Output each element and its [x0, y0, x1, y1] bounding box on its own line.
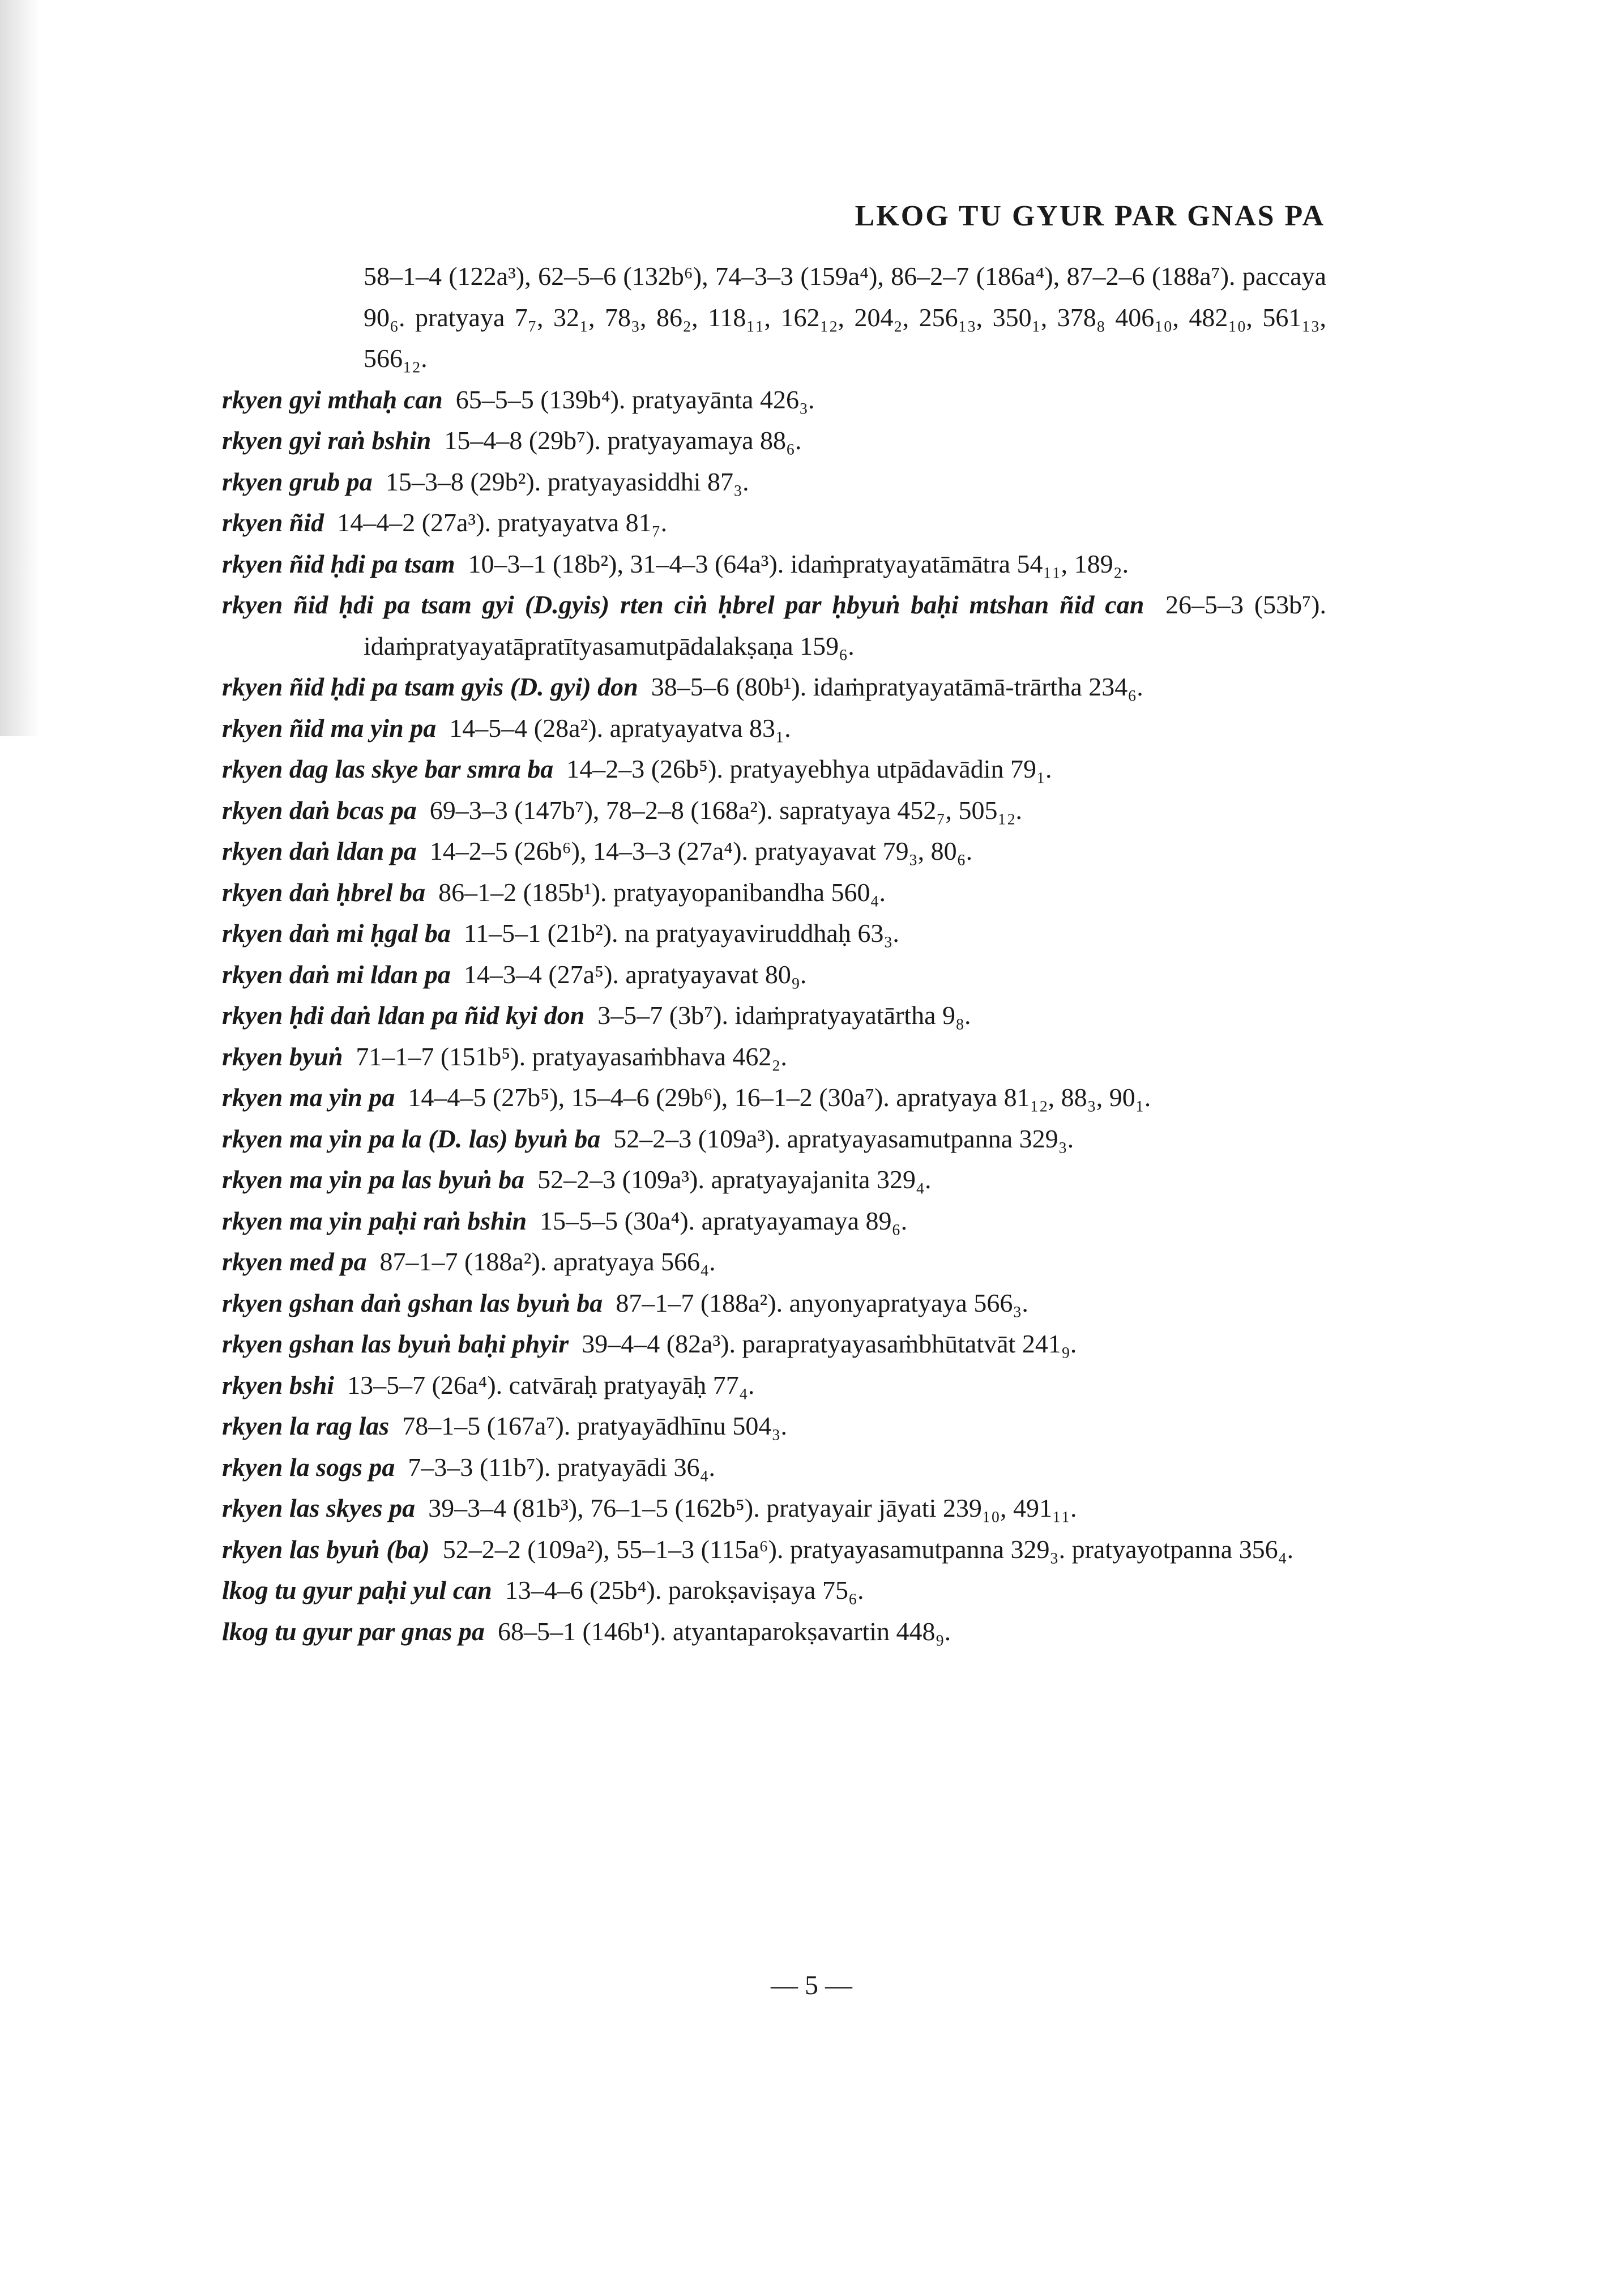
- entry-term: rkyen daṅ bcas pa: [222, 795, 417, 825]
- entry-text: 71–1–7 (151b⁵). pratyayasaṁbhava 462₂.: [356, 1042, 787, 1071]
- entry-term: rkyen ñid ḥdi pa tsam: [222, 549, 455, 578]
- glossary-entry: [222, 1611, 1326, 1653]
- entry-text: 87–1–7 (188a²). apratyaya 566₄.: [379, 1247, 716, 1276]
- entry-term: rkyen las skyes pa: [222, 1493, 416, 1522]
- glossary-entry: [222, 584, 1326, 667]
- entry-text: 3–5–7 (3b⁷). idaṁpratyayatārtha 9₈.: [597, 1001, 971, 1030]
- entry-text: 11–5–1 (21b²). na pratyayaviruddhaḥ 63₃.: [463, 919, 899, 948]
- entry-text: 14–3–4 (27a⁵). apratyayavat 80₉.: [463, 959, 807, 989]
- entry-term: rkyen ñid ma yin pa: [222, 713, 437, 742]
- glossary-entries: [222, 256, 1326, 1652]
- entry-text: 39–4–4 (82a³). parapratyayasaṁbhūtatvāt 241₉.: [582, 1329, 1077, 1358]
- entry-term: rkyen med pa: [222, 1247, 367, 1276]
- glossary-entry: [222, 256, 1326, 379]
- entry-text: 65–5–5 (139b⁴). pratyayānta 426₃.: [455, 385, 815, 414]
- entry-term: rkyen ma yin pa la (D. las) byuṅ ba: [222, 1124, 601, 1153]
- glossary-entry: [222, 1365, 1326, 1406]
- entry-term: rkyen ma yin paḥi raṅ bshin: [222, 1206, 527, 1235]
- glossary-entry: [222, 462, 1326, 503]
- entry-term: rkyen ma yin pa: [222, 1083, 395, 1112]
- entry-text: 69–3–3 (147b⁷), 78–2–8 (168a²). sapratyaya 452₇, 505₁₂.: [429, 795, 1023, 825]
- glossary-entry: [222, 1447, 1326, 1488]
- entry-text: 78–1–5 (167a⁷). pratyayādhīnu 504₃.: [402, 1411, 787, 1440]
- entry-term: rkyen bshi: [222, 1370, 335, 1399]
- glossary-entry: [222, 749, 1326, 790]
- entry-term: rkyen ḥdi daṅ ldan pa ñid kyi don: [222, 1001, 585, 1030]
- entry-text: 14–5–4 (28a²). apratyayatva 83₁.: [449, 713, 791, 742]
- entry-term: rkyen gshan las byuṅ baḥi phyir: [222, 1329, 569, 1358]
- entry-text: 87–1–7 (188a²). anyonyapratyaya 566₃.: [616, 1288, 1028, 1317]
- glossary-entry: [222, 1159, 1326, 1201]
- glossary-entry: [222, 1529, 1326, 1571]
- entry-text: 39–3–4 (81b³), 76–1–5 (162b⁵). pratyayair jāyati 239₁₀, 491₁₁.: [428, 1493, 1077, 1522]
- entry-term: rkyen gshan daṅ gshan las byuṅ ba: [222, 1288, 603, 1317]
- entry-text: 10–3–1 (18b²), 31–4–3 (64a³). idaṁpratyayatāmātra 54₁₁, 189₂.: [468, 549, 1129, 578]
- entry-text: 7–3–3 (11b⁷). pratyayādi 36₄.: [408, 1452, 716, 1482]
- glossary-entry: [222, 708, 1326, 749]
- entry-term: rkyen ñid ḥdi pa tsam gyis (D. gyi) don: [222, 672, 638, 701]
- entry-term: lkog tu gyur paḥi yul can: [222, 1576, 492, 1604]
- glossary-entry: [222, 1077, 1326, 1119]
- entry-term: rkyen la rag las: [222, 1411, 390, 1440]
- glossary-entry: [222, 913, 1326, 954]
- glossary-entry: [222, 1324, 1326, 1365]
- entry-text: 14–2–5 (26b⁶), 14–3–3 (27a⁴). pratyayavat 79₃, 80₆.: [429, 837, 973, 865]
- entry-text: 13–4–6 (25b⁴). parokṣaviṣaya 75₆.: [505, 1576, 864, 1604]
- glossary-entry: [222, 1283, 1326, 1324]
- glossary-entry: [222, 790, 1326, 831]
- glossary-entry: [222, 1241, 1326, 1283]
- entry-text: 26–5–3 (53b⁷). idaṁpratyayatāpratītyasamutpādalakṣaṇa 159₆.: [364, 590, 1326, 660]
- glossary-entry: [222, 1488, 1326, 1529]
- page-number: — 5 —: [771, 1970, 852, 2000]
- glossary-entry: [222, 872, 1326, 914]
- entry-term: rkyen byuṅ: [222, 1042, 343, 1071]
- entry-term: rkyen daṅ ḥbrel ba: [222, 877, 426, 907]
- glossary-entry: [222, 995, 1326, 1036]
- entry-term: rkyen daṅ ldan pa: [222, 837, 417, 865]
- glossary-entry: [222, 544, 1326, 585]
- entry-text: 15–5–5 (30a⁴). apratyayamaya 89₆.: [540, 1206, 908, 1235]
- running-head: LKOG TU GYUR PAR GNAS PA: [855, 200, 1325, 232]
- glossary-entry: [222, 420, 1326, 462]
- entry-text: 15–4–8 (29b⁷). pratyayamaya 88₆.: [444, 426, 802, 455]
- entry-term: rkyen ñid: [222, 508, 324, 537]
- glossary-entry: [222, 1119, 1326, 1160]
- entry-term: lkog tu gyur par gnas pa: [222, 1616, 485, 1646]
- entry-term: rkyen las byuṅ (ba): [222, 1534, 430, 1564]
- entry-text: 52–2–3 (109a³). apratyayajanita 329₄.: [537, 1165, 932, 1194]
- entry-term: rkyen ñid ḥdi pa tsam gyi (D.gyis) rten ciṅ ḥbrel par ḥbyuṅ baḥi mtshan ñid can: [222, 590, 1144, 619]
- entry-text: 58–1–4 (122a³), 62–5–6 (132b⁶), 74–3–3 (159a⁴), 86–2–7 (186a⁴), 87–2–6 (188a⁷). paccaya 90₆. pratyaya 7₇, 32₁, 78₃, 86₂, 118₁₁, 162₁₂, 204₂, 256₁₃, 350₁, 378₈ 406₁₀, 482₁₀, 561₁₃, 566₁₂.: [364, 262, 1326, 373]
- entry-term: rkyen la sogs pa: [222, 1452, 395, 1482]
- entry-term: rkyen daṅ mi ldan pa: [222, 959, 451, 989]
- glossary-entry: [222, 502, 1326, 544]
- glossary-entry: [222, 954, 1326, 996]
- glossary-entry: [222, 831, 1326, 872]
- scan-edge-shadow: [0, 0, 40, 736]
- glossary-entry: [222, 1201, 1326, 1242]
- entry-text: 14–2–3 (26b⁵). pratyayebhya utpādavādin 79₁.: [566, 754, 1052, 783]
- glossary-entry: [222, 1036, 1326, 1078]
- entry-term: rkyen gyi raṅ bshin: [222, 426, 432, 455]
- entry-text: 52–2–2 (109a²), 55–1–3 (115a⁶). pratyayasamutpanna 329₃. pratyayotpanna 356₄.: [442, 1534, 1294, 1564]
- entry-text: 86–1–2 (185b¹). pratyayopanibandha 560₄.: [438, 877, 886, 907]
- entry-term: rkyen grub pa: [222, 467, 373, 496]
- entry-text: 68–5–1 (146b¹). atyantaparokṣavartin 448₉.: [497, 1616, 951, 1646]
- entry-text: 15–3–8 (29b²). pratyayasiddhi 87₃.: [385, 467, 749, 496]
- glossary-entry: [222, 379, 1326, 421]
- glossary-entry: [222, 1570, 1326, 1611]
- entry-text: 14–4–2 (27a³). pratyayatva 81₇.: [337, 508, 668, 537]
- glossary-entry: [222, 667, 1326, 708]
- entry-term: rkyen gyi mthaḥ can: [222, 385, 443, 414]
- entry-term: rkyen ma yin pa las byuṅ ba: [222, 1165, 525, 1194]
- entry-text: 14–4–5 (27b⁵), 15–4–6 (29b⁶), 16–1–2 (30a⁷). apratyaya 81₁₂, 88₃, 90₁.: [408, 1083, 1151, 1112]
- entry-term: rkyen dag las skye bar smra ba: [222, 754, 554, 783]
- entry-term: rkyen daṅ mi ḥgal ba: [222, 919, 451, 948]
- glossary-entry: [222, 1406, 1326, 1447]
- entry-text: 52–2–3 (109a³). apratyayasamutpanna 329₃.: [613, 1124, 1074, 1153]
- entry-text: 38–5–6 (80b¹). idaṁpratyayatāmā-trārtha 234₆.: [651, 672, 1143, 701]
- entry-text: 13–5–7 (26a⁴). catvāraḥ pratyayāḥ 77₄.: [347, 1370, 755, 1399]
